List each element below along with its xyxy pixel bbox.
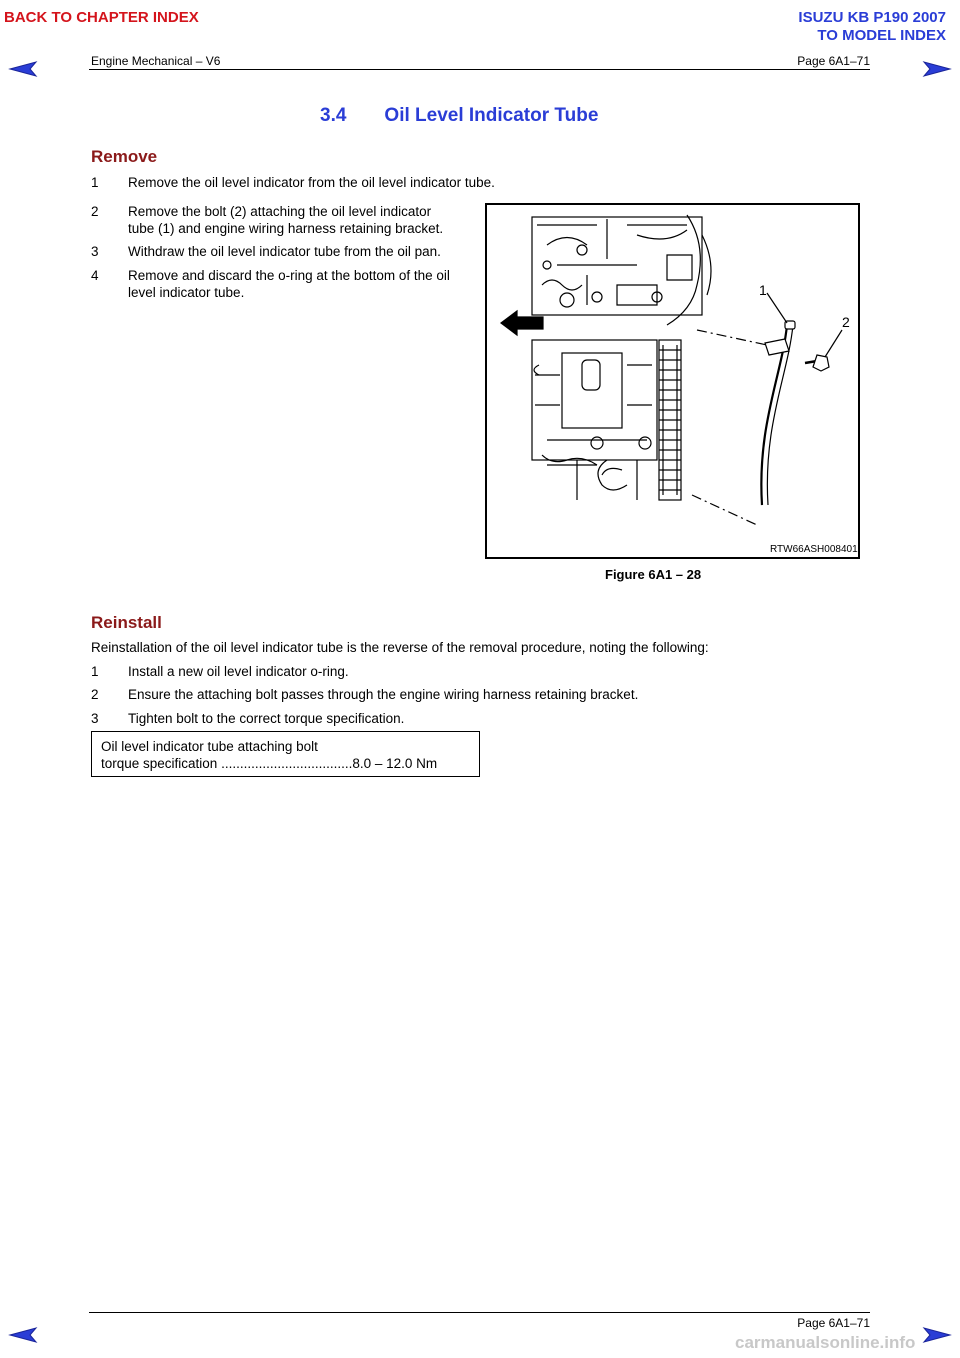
step-text: Tighten bolt to the correct torque specification. [128, 711, 405, 726]
reinstall-heading: Reinstall [91, 613, 162, 632]
callout-2: 2 [842, 314, 850, 330]
header-page-number: Page 6A1–71 [797, 54, 870, 68]
step-number: 1 [91, 664, 99, 679]
model-index-block[interactable] [798, 9, 946, 45]
previous-page-arrow-icon-bottom[interactable] [8, 1326, 38, 1344]
header-rule [89, 69, 870, 70]
model-title[interactable]: ISUZU KB P190 2007 [798, 9, 946, 26]
figure-reference-code: RTW66ASH008401 [770, 544, 858, 555]
next-page-arrow-icon-bottom[interactable] [922, 1326, 952, 1344]
step-text-line-1: Remove the bolt (2) attaching the oil level indicator [128, 204, 432, 219]
remove-step [91, 267, 476, 301]
footer-rule [89, 1312, 870, 1313]
step-text: Withdraw the oil level indicator tube from the oil pan. [128, 244, 441, 259]
section-title-text: Oil Level Indicator Tube [384, 105, 599, 126]
reinstall-intro: Reinstallation of the oil level indicator tube is the reverse of the removal procedure, noting the following: [91, 640, 709, 655]
step-number: 3 [91, 244, 99, 259]
next-page-arrow-icon[interactable] [922, 60, 952, 78]
figure-engine-illustration [485, 203, 860, 559]
reinstall-step [91, 686, 871, 703]
to-model-index-link[interactable]: TO MODEL INDEX [817, 27, 946, 44]
callout-1: 1 [759, 282, 767, 298]
step-number: 3 [91, 711, 99, 726]
header-left-title: Engine Mechanical – V6 [91, 54, 221, 68]
section-number: 3.4 [320, 105, 347, 126]
remove-step [91, 174, 851, 191]
step-text-line-2: tube (1) and engine wiring harness retaining bracket. [128, 221, 444, 236]
remove-step [91, 243, 476, 260]
step-text: Install a new oil level indicator o-ring. [128, 664, 349, 679]
step-text: Ensure the attaching bolt passes through the engine wiring harness retaining bracket. [128, 687, 639, 702]
spec-line-2: torque specification ...................................8.0 – 12.0 Nm [101, 756, 438, 771]
step-text: Remove the oil level indicator from the oil level indicator tube. [128, 175, 495, 190]
step-number: 2 [91, 204, 99, 219]
spec-line-1: Oil level indicator tube attaching bolt [101, 739, 318, 754]
step-text-line-1: Remove and discard the o-ring at the bottom of the oil [128, 268, 450, 283]
footer-page-number: Page 6A1–71 [797, 1316, 870, 1330]
reinstall-step [91, 663, 871, 680]
section-title [320, 105, 598, 127]
figure-caption: Figure 6A1 – 28 [605, 567, 702, 582]
step-number: 4 [91, 268, 99, 283]
step-number: 1 [91, 175, 99, 190]
back-to-chapter-index-link[interactable]: BACK TO CHAPTER INDEX [4, 9, 199, 26]
engine-line-drawing [487, 205, 858, 557]
torque-spec-box [91, 731, 480, 777]
previous-page-arrow-icon[interactable] [8, 60, 38, 78]
step-number: 2 [91, 687, 99, 702]
reinstall-step [91, 710, 871, 727]
remove-heading: Remove [91, 147, 158, 166]
watermark: carmanualsonline.info [735, 1333, 916, 1352]
step-text-line-2: level indicator tube. [128, 285, 245, 300]
remove-step [91, 203, 476, 237]
